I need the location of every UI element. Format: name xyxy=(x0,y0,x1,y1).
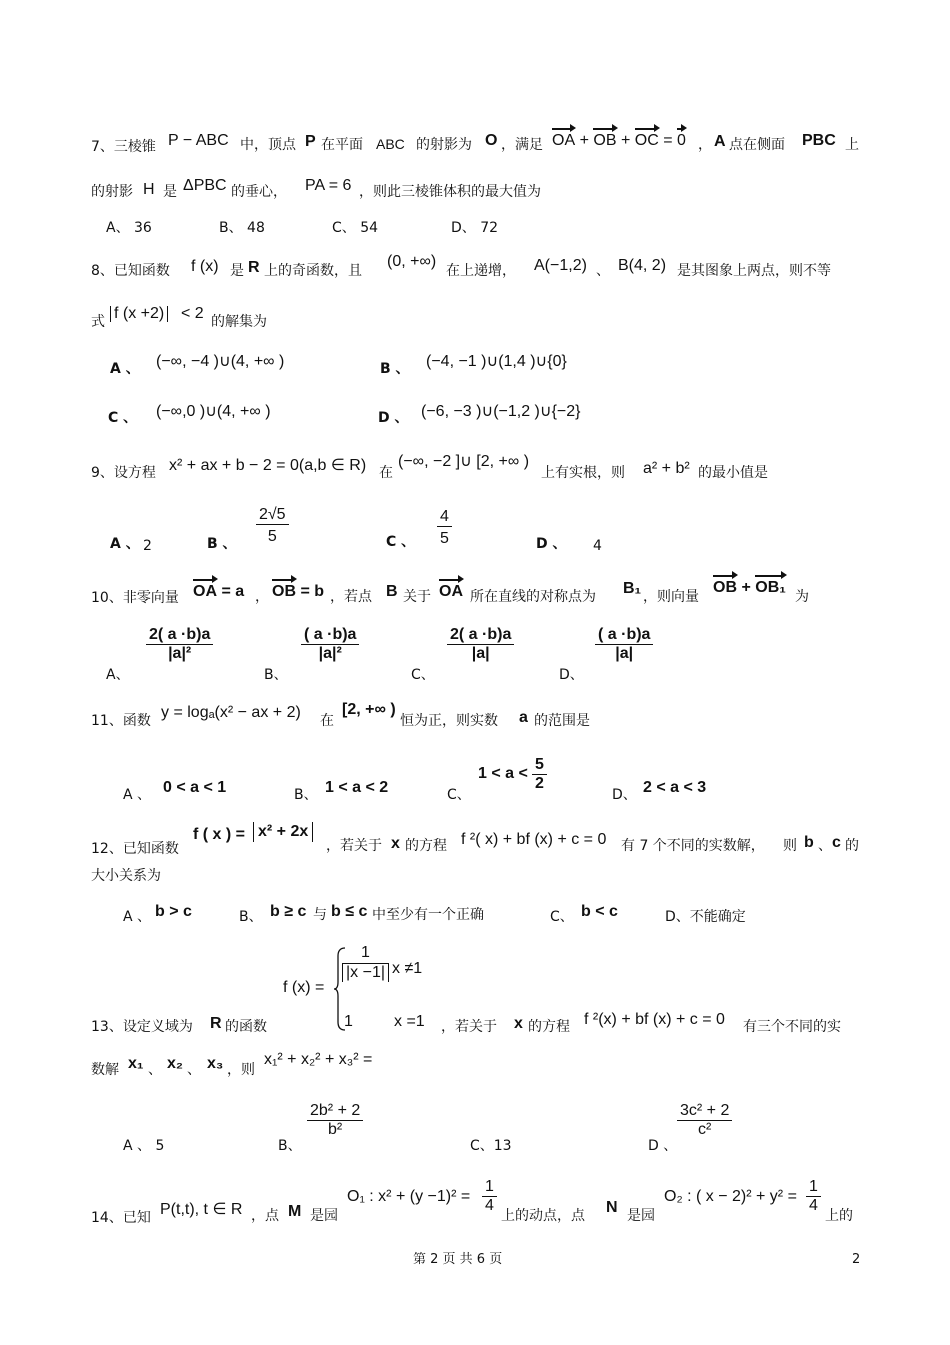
q7-text: 的射影为 xyxy=(416,137,472,153)
q8-option-c-expr: (−∞,0 )∪(4, +∞ ) xyxy=(156,403,271,420)
q12-text: 有 7 个不同的实数解， xyxy=(621,838,765,854)
q13-line2-text: 数解 xyxy=(91,1062,119,1078)
q8-expr-point-a: A(−1,2) xyxy=(534,257,587,274)
q8-expr-point-b: B(4, 2) xyxy=(618,257,667,274)
q13-piecewise-lhs: f (x) = xyxy=(283,979,325,996)
q8-option-b-expr: (−4, −1 )∪(1,4 )∪{0} xyxy=(426,353,567,370)
q10-expr-b: B xyxy=(386,583,398,600)
q7-expr-a: A xyxy=(714,133,726,150)
q7-text: 上 xyxy=(845,137,859,153)
q7-vector-sum: OA + OB + OC = 0 xyxy=(552,132,686,149)
q9-option-a-value: 2 xyxy=(143,538,152,554)
q10-text: ， xyxy=(255,589,269,605)
q13-option-a[interactable]: A 、 5 xyxy=(123,1138,165,1154)
q11-option-a-label: A 、 xyxy=(123,787,152,803)
q13-option-d-fraction: $\frac{\text{3c² + 2}}{\text{c²}}$ xyxy=(677,1102,732,1139)
q13-case1-fraction: $\frac{1}{|x -1|}$ xyxy=(342,944,389,982)
q14-circle2-fraction: $\frac{1}{4}$ xyxy=(806,1178,821,1215)
q13-expr-r: R xyxy=(210,1015,222,1032)
q9-expr-interval: (−∞, −2 ]∪ [2, +∞ ) xyxy=(398,453,530,470)
q12-expr-x: x xyxy=(391,835,400,852)
q12-text: 则 xyxy=(783,838,797,854)
q13-option-b-fraction: $\frac{\text{2b² + 2}}{\text{b²}}$ xyxy=(307,1102,363,1139)
q12-option-a-expr: b > c xyxy=(155,903,192,920)
q8-expr-lt2: < 2 xyxy=(181,305,204,322)
q11-text: 恒为正，则实数 xyxy=(400,713,498,729)
q8-expr-fx: f (x) xyxy=(191,258,219,275)
vector-ob: OB xyxy=(593,132,617,149)
q10-text: 关于 xyxy=(403,589,431,605)
vector-ob: OB xyxy=(713,579,737,596)
q8-text: 在上递增， xyxy=(446,263,516,279)
q13-text: ，若关于 xyxy=(441,1019,497,1035)
vector-oa: OA xyxy=(552,132,576,149)
q12-expr-b: b xyxy=(804,834,814,851)
q11-expr-a: a xyxy=(519,709,528,726)
q12-option-b-expr2: b ≤ c xyxy=(331,903,368,920)
q13-root-x2: x₂ xyxy=(167,1055,184,1072)
q9-option-c-fraction: $\frac{4}{5}$ xyxy=(437,508,452,548)
q9-number: 9、设方程 xyxy=(91,465,156,481)
vector-oc: OC xyxy=(634,132,659,149)
vector-ob1: OB₁ xyxy=(755,579,786,596)
q13-separator: 、 xyxy=(187,1062,201,1078)
q14-expr-m: M xyxy=(288,1203,302,1220)
q13-case2-condition: x =1 xyxy=(394,1013,425,1030)
q10-option-a-label: A、 xyxy=(106,667,130,683)
q7-text: 中，顶点 xyxy=(240,137,296,153)
q13-text: 的方程 xyxy=(528,1019,570,1035)
q7-text: 点在侧面 xyxy=(729,137,785,153)
q14-expr-point-p: P(t,t), t ∈ R xyxy=(160,1201,243,1218)
q12-option-c-label: C、 xyxy=(550,909,574,925)
q10-text: 为 xyxy=(795,589,809,605)
q13-text: 有三个不同的实 xyxy=(743,1019,841,1035)
q12-text: 的 xyxy=(845,838,859,854)
q8-expr-interval: (0, +∞) xyxy=(387,253,437,270)
q12-option-b-expr1: b ≥ c xyxy=(270,903,307,920)
vector-oa: OA xyxy=(439,583,463,600)
q14-expr-circle1: O₁ : x² + (y −1)² = xyxy=(347,1188,471,1205)
q8-option-d-expr: (−6, −3 )∪(−1,2 )∪{−2} xyxy=(421,403,581,420)
q13-root-x1: x₁ xyxy=(128,1055,144,1072)
q8-text: 是其图象上两点，则不等 xyxy=(677,263,831,279)
q12-option-d[interactable]: D、不能确定 xyxy=(665,909,746,925)
q9-option-a-label: A 、 xyxy=(110,536,140,552)
q7-line2-text: 的射影 xyxy=(91,184,133,200)
q8-expr-r: R xyxy=(248,259,260,276)
q8-option-a-expr: (−∞, −4 )∪(4, +∞ ) xyxy=(156,353,285,370)
q7-expr-pa: PA = 6 xyxy=(305,177,352,194)
q13-text: 的函数 xyxy=(225,1019,267,1035)
q12-option-b-label: B、 xyxy=(239,909,263,925)
q11-text: 在 xyxy=(320,713,334,729)
q11-expr-interval: [2, +∞ ) xyxy=(342,701,396,718)
q9-option-d-value: 4 xyxy=(593,538,602,554)
q9-expr-equation: x² + ax + b − 2 = 0(a,b ∈ R) xyxy=(169,457,367,474)
q14-text: 上的动点，点 xyxy=(501,1208,585,1224)
q7-expr-h: H xyxy=(143,181,155,198)
q11-option-c-expr: 1 < a < xyxy=(478,765,528,782)
q7-expr-pbc: PBC xyxy=(802,132,836,149)
q10-text: ，则向量 xyxy=(643,589,699,605)
q10-number: 10、非零向量 xyxy=(91,590,179,606)
q13-expr-x: x xyxy=(514,1015,523,1032)
q13-option-c[interactable]: C、13 xyxy=(470,1138,512,1154)
vector-oa: OA xyxy=(193,583,217,600)
q9-expr-sum-squares: a² + b² xyxy=(643,460,690,477)
q7-text: ， xyxy=(698,137,712,153)
q12-option-c-expr: b < c xyxy=(581,903,618,920)
q12-expr-c: c xyxy=(832,834,841,851)
q13-case1-condition: x ≠1 xyxy=(392,960,423,977)
q11-text: 的范围是 xyxy=(534,713,590,729)
q14-expr-n: N xyxy=(606,1199,618,1216)
q9-text: 的最小值是 xyxy=(698,465,768,481)
q12-number: 12、已知函数 xyxy=(91,841,179,857)
q7-line2-text: 是 xyxy=(163,184,177,200)
q10-text: ，若点 xyxy=(330,589,372,605)
q11-option-c-fraction: $\frac{5}{2}$ xyxy=(532,756,547,793)
q13-separator: 、 xyxy=(148,1062,162,1078)
q12-expr-equation: f ²( x) + bf (x) + c = 0 xyxy=(461,831,607,848)
q14-circle1-fraction: $\frac{1}{4}$ xyxy=(482,1178,497,1215)
q10-expr-b1: B₁ xyxy=(623,580,642,597)
q8-option-d-label: D 、 xyxy=(378,410,409,426)
q14-text: 上的 xyxy=(825,1208,853,1224)
q14-text: 是园 xyxy=(627,1208,655,1224)
q13-option-d-label: D 、 xyxy=(648,1138,678,1154)
q8-line2-text: 式 xyxy=(91,314,105,330)
q12-text: 、 xyxy=(818,838,832,854)
q9-text: 在 xyxy=(379,465,393,481)
q11-expr-log: y = logₐ(x² − ax + 2) xyxy=(161,704,301,721)
page-footer-info: 第 2 页 共 6 页 xyxy=(413,1252,503,1267)
q12-option-b-text: 中至少有一个正确 xyxy=(372,907,484,923)
q14-number: 14、已知 xyxy=(91,1210,151,1226)
q12-option-b-text: 与 xyxy=(313,907,327,923)
q10-text: 所在直线的对称点为 xyxy=(470,589,596,605)
q7-line2-text: ，则此三棱锥体积的最大值为 xyxy=(359,184,541,200)
q7-option-a[interactable]: A、 36 xyxy=(106,220,152,236)
q12-option-a-label: A 、 xyxy=(123,909,152,925)
q12-line2-text: 大小关系为 xyxy=(91,868,161,884)
q11-option-d-expr: 2 < a < 3 xyxy=(643,779,707,796)
q10-option-d-label: D、 xyxy=(559,667,584,683)
q10-expr-oa: OA = a xyxy=(193,583,245,600)
q10-expr-ob: OB = b xyxy=(272,583,325,600)
q7-expr-p: P xyxy=(305,133,316,150)
q7-option-c[interactable]: C、 54 xyxy=(332,220,379,236)
page-number: 2 xyxy=(852,1252,861,1267)
q10-expr-oa2 xyxy=(439,584,463,600)
q12-text: ，若关于 xyxy=(326,838,382,854)
q7-number: 7、三棱锥 xyxy=(91,139,156,155)
q8-option-b-label: B 、 xyxy=(380,361,410,377)
q11-option-b-label: B、 xyxy=(294,787,318,803)
q9-option-d-label: D 、 xyxy=(536,536,567,552)
q13-expr-equation: f ²(x) + bf (x) + c = 0 xyxy=(584,1011,725,1028)
q8-text: 是 xyxy=(230,263,244,279)
q13-option-b-label: B、 xyxy=(278,1138,302,1154)
q11-number: 11、函数 xyxy=(91,713,151,729)
q8-text: 、 xyxy=(596,263,610,279)
q8-option-a-label: A 、 xyxy=(110,361,140,377)
q9-option-c-label: C 、 xyxy=(386,534,416,550)
vector-zero: 0 xyxy=(677,132,686,149)
q10-option-d-fraction: $\frac{( a \cdot b)a}{|a|}$ xyxy=(595,626,653,663)
q8-text: 上的奇函数，且 xyxy=(264,263,362,279)
q10-option-c-fraction: $\frac{2( a \cdot b)a}{|a|}$ xyxy=(447,626,514,663)
q9-option-b-fraction: $\frac{2√5}{5}$ xyxy=(256,506,289,546)
q11-option-d-label: D、 xyxy=(612,787,637,803)
q14-text: 是园 xyxy=(310,1208,338,1224)
q11-option-a-expr: 0 < a < 1 xyxy=(163,779,227,796)
q10-option-a-fraction: $\frac{2( a \cdot b)a}{\text{|a|²}}$ xyxy=(146,626,213,663)
q10-option-b-label: B、 xyxy=(264,667,288,683)
q7-option-b[interactable]: B、 48 xyxy=(219,220,265,236)
q7-expr-abc: ABC xyxy=(376,136,405,152)
q14-text: ，点 xyxy=(251,1208,279,1224)
q10-option-c-label: C、 xyxy=(411,667,435,683)
q7-line2-text: 的垂心， xyxy=(231,184,287,200)
q8-option-c-label: C 、 xyxy=(108,410,138,426)
q7-expr-o: O xyxy=(485,132,498,149)
q10-expr-vector-sum: OB + OB₁ xyxy=(713,579,786,596)
q9-text: 上有实根，则 xyxy=(541,465,625,481)
q7-text: ，满足 xyxy=(501,137,543,153)
vector-ob: OB xyxy=(272,583,296,600)
q11-option-b-expr: 1 < a < 2 xyxy=(325,779,389,796)
q7-text: 在平面 xyxy=(321,137,363,153)
q13-expr-sum: x₁² + x₂² + x₃² = xyxy=(264,1051,373,1068)
q8-expr-abs: f (x +2) xyxy=(110,306,168,322)
q7-option-d[interactable]: D、 72 xyxy=(451,220,499,236)
q14-expr-circle2: O₂ : ( x − 2)² + y² = xyxy=(664,1188,797,1205)
q8-number: 8、已知函数 xyxy=(91,263,170,279)
q13-case2-value: 1 xyxy=(344,1013,353,1030)
q12-text: 的方程 xyxy=(405,838,447,854)
q11-option-c-label: C、 xyxy=(447,787,471,803)
q13-line2-text: ，则 xyxy=(227,1062,255,1078)
q7-expr-pabc: P − ABC xyxy=(168,132,229,149)
q9-option-b-label: B 、 xyxy=(207,536,237,552)
q13-number: 13、设定义域为 xyxy=(91,1019,193,1035)
q8-line2-text: 的解集为 xyxy=(211,314,267,330)
q7-expr-triangle: ΔPBC xyxy=(183,177,227,194)
q12-expr-abs: x² + 2x xyxy=(253,822,313,842)
q10-option-b-fraction: $\frac{( a \cdot b)a}{\text{|a|²}}$ xyxy=(301,626,359,663)
q12-expr-fx: f ( x ) = xyxy=(193,826,246,843)
q13-root-x3: x₃ xyxy=(207,1055,224,1072)
